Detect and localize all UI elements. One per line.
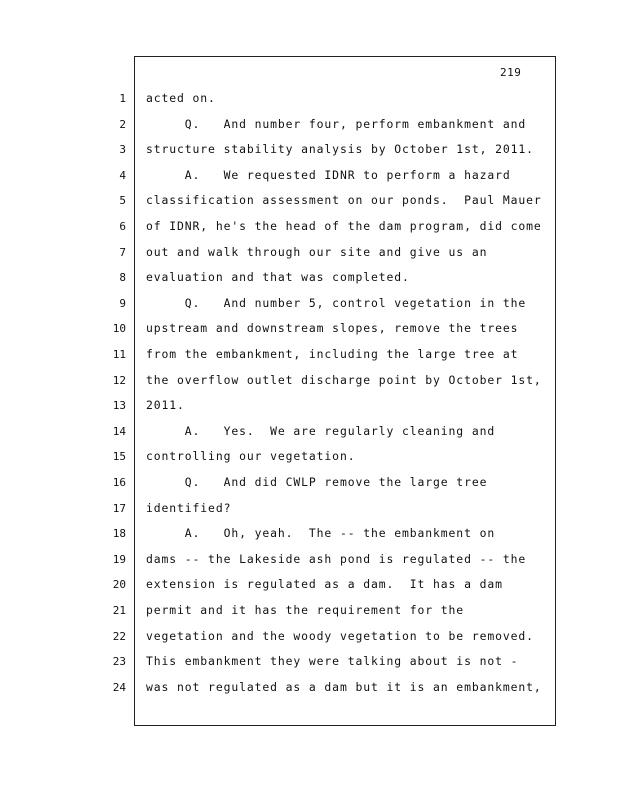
line-number: 21 [112,604,126,617]
line-number: 8 [119,271,126,285]
line-text: was not regulated as a dam but it is an embankment, [146,679,542,694]
line-number: 14 [112,424,126,438]
line-number: 7 [119,245,126,259]
transcript-line [0,525,619,545]
line-text: extension is regulated as a dam. It has a dam [146,577,503,592]
line-number: 6 [119,220,126,233]
page-number: 219 [500,66,522,79]
transcript-line [0,192,619,212]
transcript-line [0,679,619,699]
line-number: 11 [112,348,126,361]
transcript-line [0,551,619,571]
transcript-line [0,218,619,238]
line-text: upstream and downstream slopes, remove the trees [146,321,519,336]
line-text: Q. And number 5, control vegetation in the [146,295,527,310]
transcript-line [0,320,619,340]
line-number: 24 [112,680,126,694]
line-text: Q. And did CWLP remove the large tree [146,475,488,489]
transcript-line [0,500,619,520]
transcript-line [0,628,619,648]
transcript-line [0,474,619,494]
line-number: 16 [112,476,126,489]
line-text: classification assessment on our ponds. Paul Mauer [146,193,542,208]
line-text: acted on. [146,91,216,105]
line-number: 12 [112,373,126,387]
line-text: permit and it has the requirement for the [146,603,465,617]
line-number: 19 [112,552,126,566]
line-text: vegetation and the woody vegetation to be removed. [146,628,534,643]
line-number: 17 [112,501,126,515]
transcript-line [0,346,619,366]
transcript-line [0,653,619,673]
transcript-line [0,269,619,289]
line-number: 13 [112,399,126,413]
transcript-line [0,576,619,596]
transcript-line [0,141,619,161]
transcript-line [0,397,619,417]
line-number: 9 [119,296,126,310]
transcript-line [0,448,619,468]
line-text: A. Oh, yeah. The -- the embankment on [146,526,496,541]
line-text: dams -- the Lakeside ash pond is regulated -- the [146,551,527,566]
line-number: 2 [119,117,126,131]
transcript-line [0,602,619,622]
line-text: of IDNR, he's the head of the dam program, did come [146,219,542,233]
line-text: evaluation and that was completed. [146,270,410,285]
line-number: 15 [112,450,126,464]
line-number: 5 [119,194,126,208]
line-number: 20 [112,578,126,592]
transcript-line [0,372,619,392]
line-number: 3 [119,143,126,157]
line-text: controlling our vegetation. [146,449,356,464]
transcript-line [0,295,619,315]
transcript-line [0,90,619,110]
transcript-line [0,116,619,136]
line-number: 18 [112,527,126,541]
line-text: out and walk through our site and give us an [146,244,488,259]
line-text: This embankment they were talking about is not - [146,654,519,669]
line-text: A. We requested IDNR to perform a hazard [146,167,511,182]
line-text: Q. And number four, perform embankment and [146,116,527,131]
line-text: 2011. [146,398,185,413]
line-text: identified? [146,500,232,515]
line-number: 1 [119,92,126,105]
line-text: from the embankment, including the large tree at [146,347,519,361]
transcript-line [0,423,619,443]
line-number: 10 [112,322,126,336]
line-number: 23 [112,655,126,669]
line-text: the overflow outlet discharge point by October 1st, [146,372,542,387]
line-number: 4 [119,168,126,182]
line-text: A. Yes. We are regularly cleaning and [146,423,496,438]
transcript-line [0,167,619,187]
transcript-line [0,244,619,264]
line-number: 22 [112,629,126,643]
line-text: structure stability analysis by October 1st, 2011. [146,142,534,157]
